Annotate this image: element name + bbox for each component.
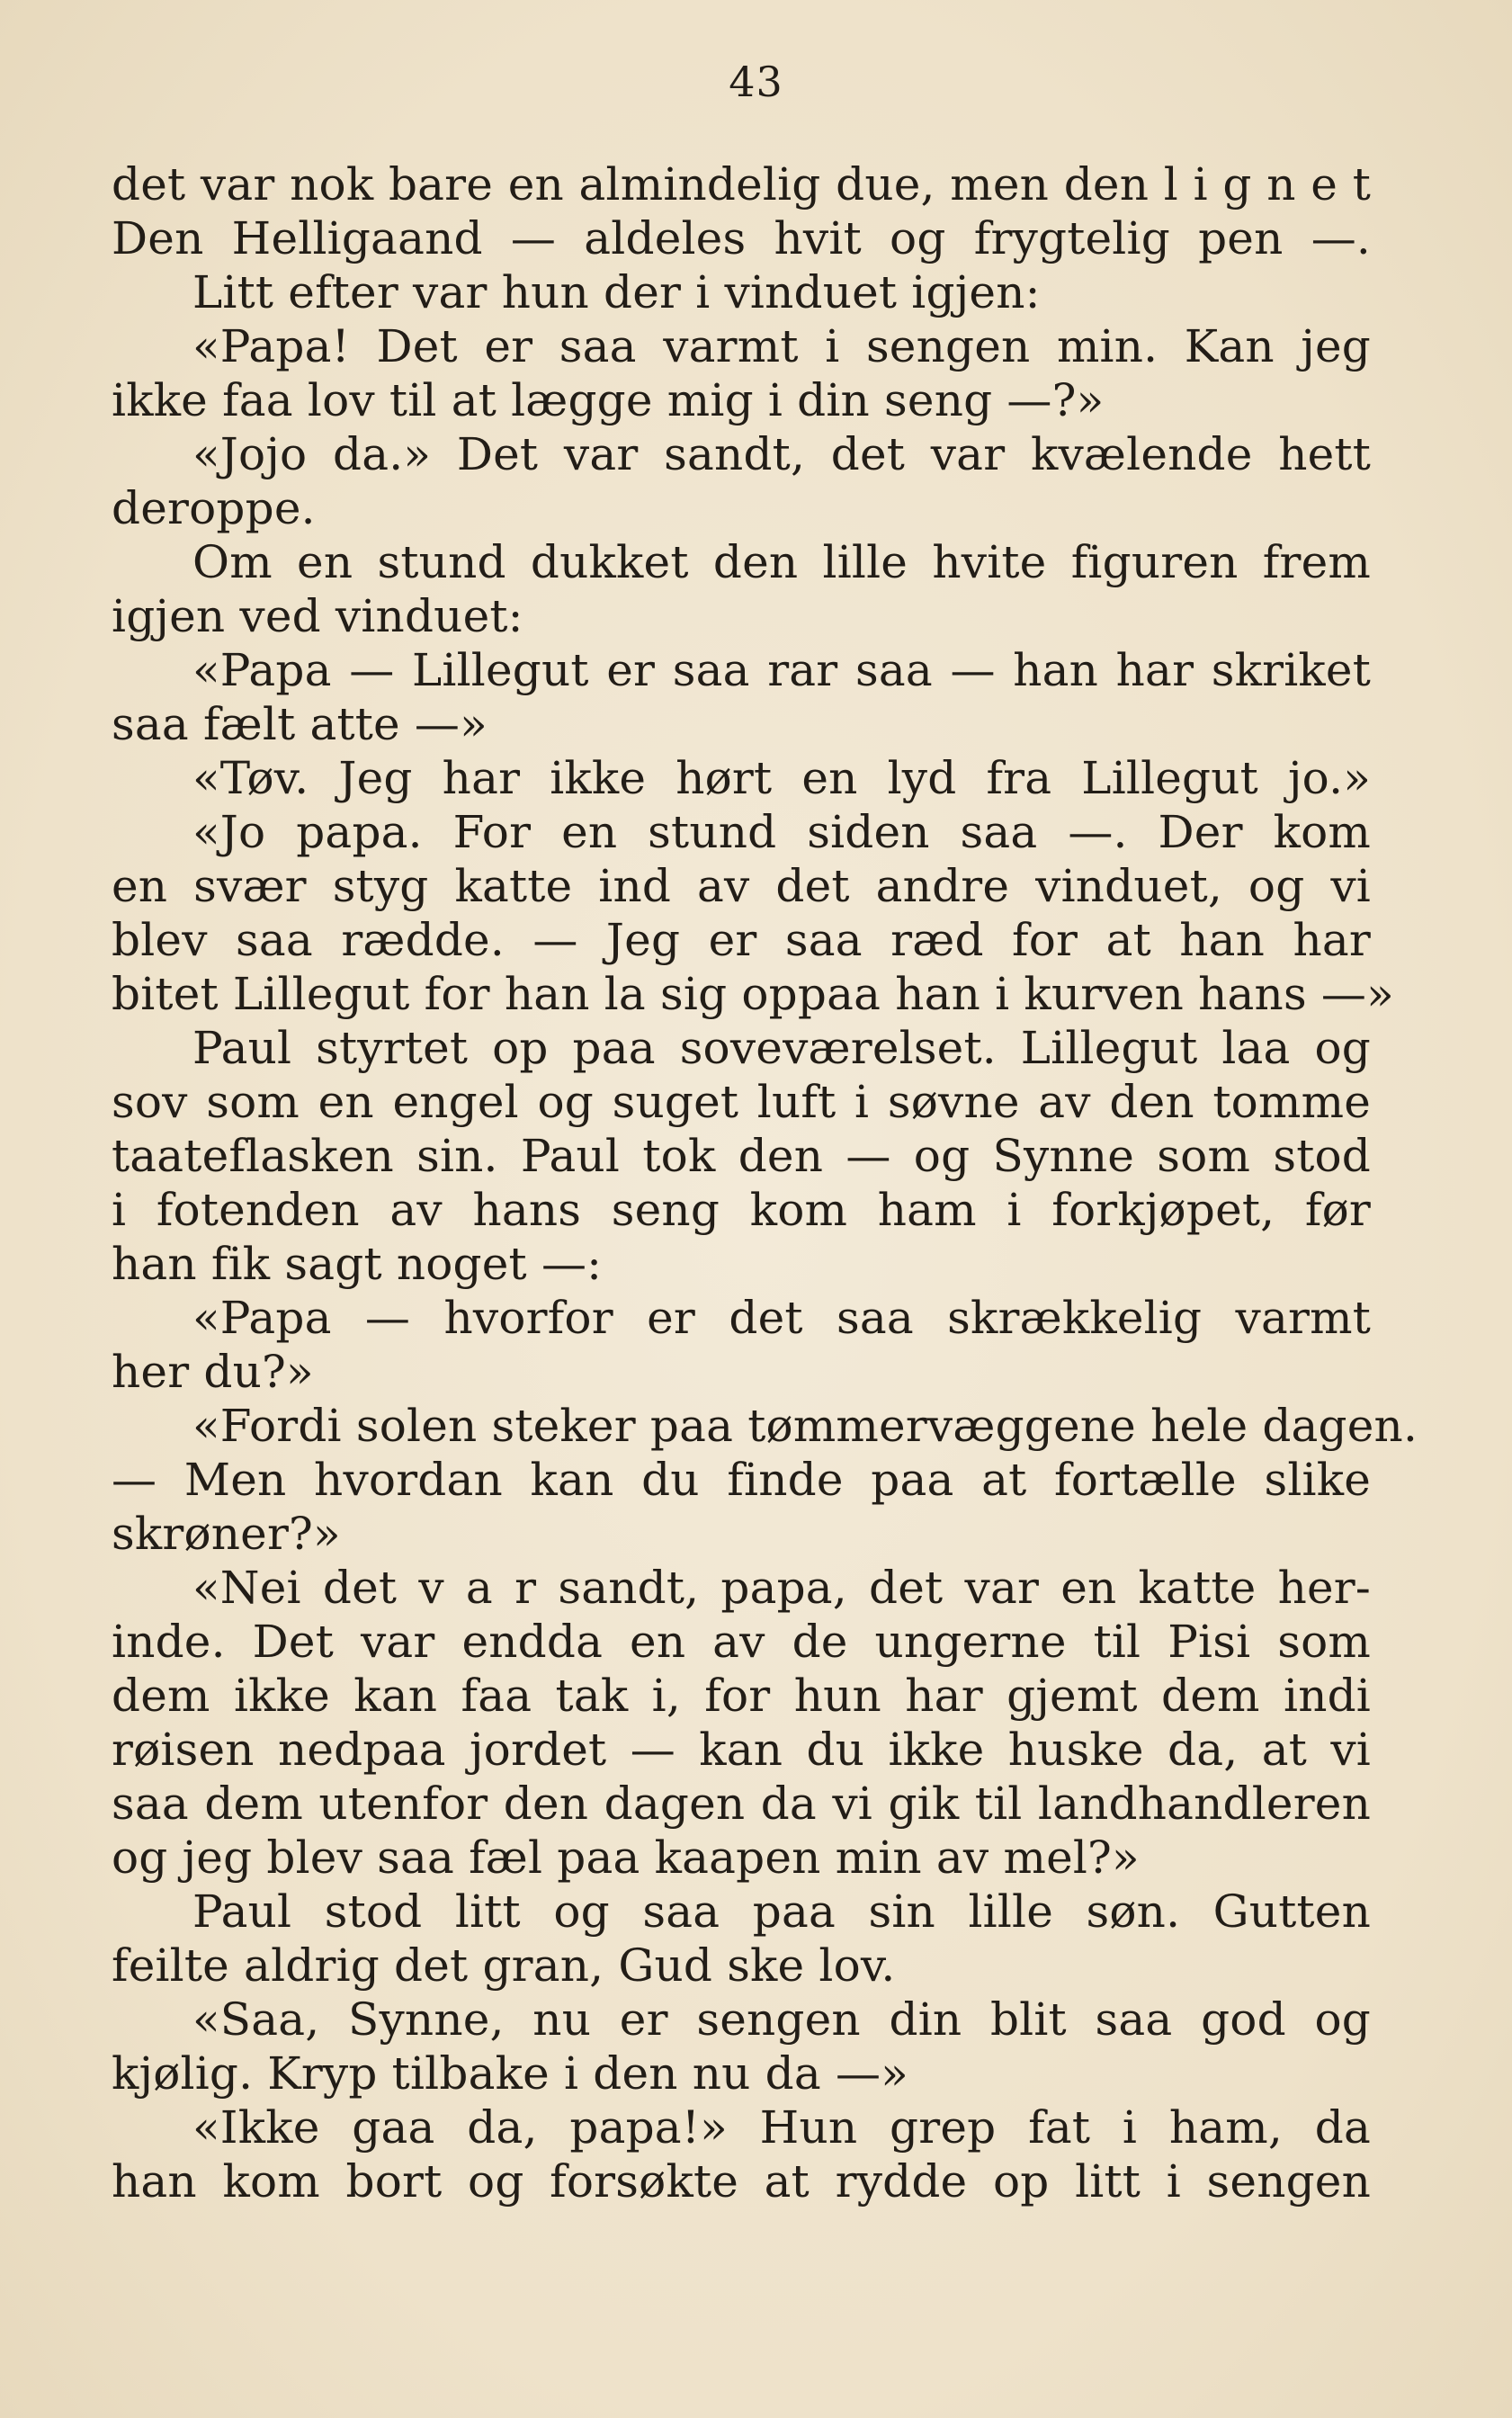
text-line: «Tøv. Jeg har ikke hørt en lyd fra Lillegut jo.» xyxy=(192,752,1371,804)
text-line: «Jo papa. For en stund siden saa —. Der kom xyxy=(192,806,1371,858)
text-line: bitet Lillegut for han la sig oppaa han i kurven hans —» xyxy=(112,968,1394,1020)
text-line: Om en stund dukket den lille hvite figuren frem xyxy=(192,536,1371,588)
text-line: «Ikke gaa da, papa!» Hun grep fat i ham, da xyxy=(192,2101,1371,2154)
text-line: han fik sagt noget —: xyxy=(112,1238,603,1290)
text-line: saa dem utenfor den dagen da vi gik til landhandleren xyxy=(112,1778,1371,1830)
text-line: Litt efter var hun der i vinduet igjen: xyxy=(192,266,1041,318)
text-line: inde. Det var endda en av de ungerne til Pisi som xyxy=(112,1616,1371,1668)
text-line: kjølig. Kryp tilbake i den nu da —» xyxy=(112,2047,908,2100)
text-line: — Men hvordan kan du finde paa at fortælle slike xyxy=(112,1454,1371,1506)
text-line: Den Helligaand — aldeles hvit og frygtelig pen —. xyxy=(112,212,1371,264)
text-line: Paul styrtet op paa soveværelset. Lillegut laa og xyxy=(192,1022,1371,1074)
text-line: deroppe. xyxy=(112,482,316,534)
text-line: saa fælt atte —» xyxy=(112,698,488,750)
text-line: «Papa — Lillegut er saa rar saa — han har skriket xyxy=(192,644,1371,696)
text-line: det var nok bare en almindelig due, men den l i g n e t xyxy=(112,158,1371,210)
text-line: feilte aldrig det gran, Gud ske lov. xyxy=(112,1939,896,1992)
text-line: skrøner?» xyxy=(112,1508,341,1560)
text-line: her du?» xyxy=(112,1346,314,1398)
text-line: ikke faa lov til at lægge mig i din seng —?» xyxy=(112,374,1105,426)
page-number: 43 xyxy=(729,58,783,106)
text-line: sov som en engel og suget luft i søvne av den tomme xyxy=(112,1076,1371,1128)
text-line: igjen ved vinduet: xyxy=(112,590,523,642)
text-line: dem ikke kan faa tak i, for hun har gjemt dem indi xyxy=(112,1670,1371,1722)
text-line: «Saa, Synne, nu er sengen din blit saa god og xyxy=(192,1993,1371,2046)
text-line: «Papa! Det er saa varmt i sengen min. Kan jeg xyxy=(192,320,1371,372)
text-line: Paul stod litt og saa paa sin lille søn. Gutten xyxy=(192,1885,1371,1938)
text-line: «Papa — hvorfor er det saa skrækkelig varmt xyxy=(192,1292,1371,1344)
text-line: «Nei det v a r sandt, papa, det var en katte her- xyxy=(192,1562,1371,1614)
text-line: «Fordi solen steker paa tømmervæggene hele dagen. xyxy=(192,1400,1418,1452)
text-line: røisen nedpaa jordet — kan du ikke huske da, at vi xyxy=(112,1724,1371,1776)
text-line: blev saa rædde. — Jeg er saa ræd for at han har xyxy=(112,914,1371,966)
body-text xyxy=(112,157,1418,2208)
text-line: en svær styg katte ind av det andre vinduet, og vi xyxy=(112,860,1371,912)
text-line: og jeg blev saa fæl paa kaapen min av mel?» xyxy=(112,1831,1140,1884)
text-line: i fotenden av hans seng kom ham i forkjøpet, før xyxy=(112,1184,1371,1236)
text-line: «Jojo da.» Det var sandt, det var kvælende hett xyxy=(192,428,1371,480)
text-line: han kom bort og forsøkte at rydde op litt i sengen xyxy=(112,2155,1371,2208)
text-line: taateflasken sin. Paul tok den — og Synne som stod xyxy=(112,1130,1371,1182)
